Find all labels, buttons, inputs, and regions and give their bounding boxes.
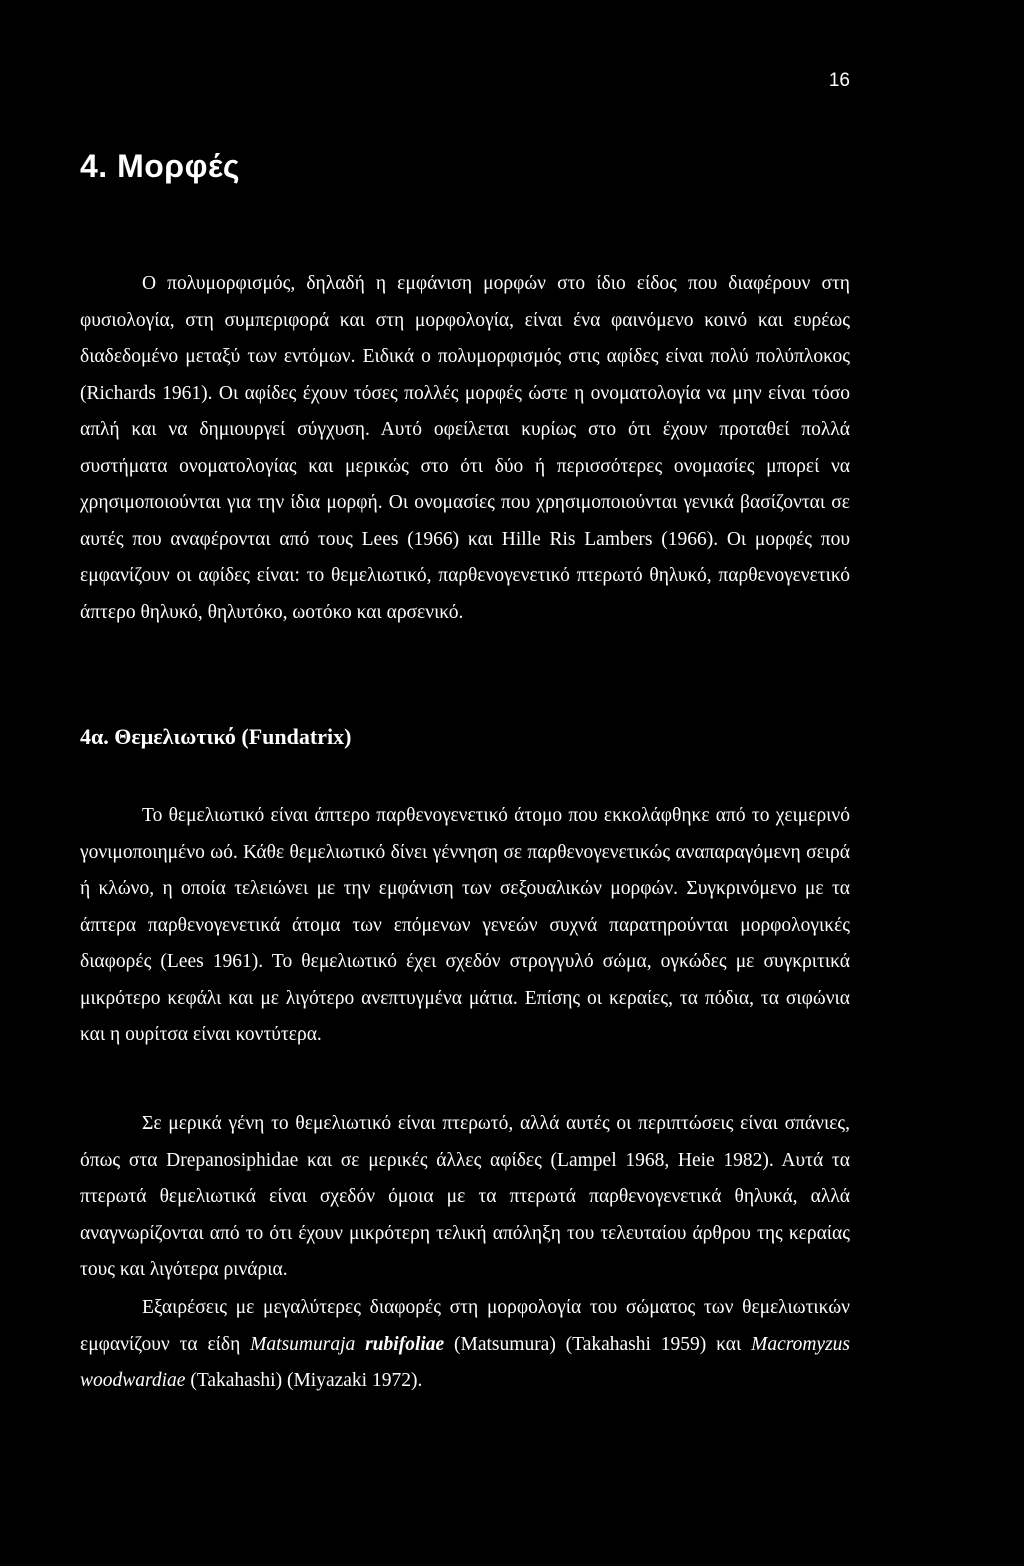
fundatrix-paragraph-1: Το θεμελιωτικό είναι άπτερο παρθενογενετικό άτομο που εκκολάφθηκε από το χειμερινό γονιμοποιημένο ωό. Κάθε θεμελιωτικό δίνει γέννηση σε παρθενογενετικώς αναπαραγόμενη σειρά ή κλώνο, η οποία τελειώνει με την εμφάνιση των σεξουαλικών μορφών. Συγκρινόμενο με τα άπτερα παρθενογενετικά άτομα των επόμενων γενεών συχνά παρατηρούνται μορφολογικές διαφορές (Lees 1961). Το θεμελιωτικό έχει σχεδόν στρογγυλό σώμα, ογκώδες με συγκριτικά μικρότερο κεφάλι και με λιγότερο ανεπτυγμένα μάτια. Επίσης οι κεραίες, τα πόδια, τα σιφώνια και η ουρίτσα είναι κοντύτερα. xyxy=(80,805,850,1045)
section-title-4a: 4α. Θεμελιωτικό (Fundatrix) xyxy=(80,724,352,749)
intro-paragraph: Ο πολυμορφισμός, δηλαδή η εμφάνιση μορφών στο ίδιο είδος που διαφέρουν στη φυσιολογία, στη συμπεριφορά και στη μορφολογία, είναι ένα φαινόμενο κοινό και ευρέως διαδεδομένο μεταξύ των εντόμων. Ειδικά ο πολυμορφισμός στις αφίδες είναι πολύ πολύπλοκος (Richards 1961). Οι αφίδες έχουν τόσες πολλές μορφές ώστε η ονοματολογία να μην είναι τόσο απλή και να δημιουργεί σύγχυση. Αυτό οφείλεται κυρίως στο ότι έχουν προταθεί πολλά συστήματα ονοματολογίας και μερικώς στο ότι δύο ή περισσότερες ονομασίες μπορεί να χρησιμοποιούνται για την ίδια μορφή. Οι ονομασίες που χρησιμοποιούνται γενικά βασίζονται σε αυτές που αναφέρονται από τους Lees (1966) και Hille Ris Lambers (1966). Οι μορφές που εμφανίζουν οι αφίδες είναι: το θεμελιωτικό, παρθενογενετικό πτερωτό θηλυκό, παρθενογενετικό άπτερο θηλυκό, θηλυτόκο, ωοτόκο και αρσενικό. xyxy=(80,273,850,623)
species-1-genus: Matsumuraja xyxy=(250,1333,356,1355)
species-2-name: Macromyzus woodwardiae xyxy=(80,1333,851,1391)
fundatrix-paragraph-2: Σε μερικά γένη το θεμελιωτικό είναι πτερωτό, αλλά αυτές οι περιπτώσεις είναι σπάνιες, όπως στα Drepanosiphidae και σε μερικές άλλες αφίδες (Lampel 1968, Heie 1982). Αυτά τα πτερωτά θεμελιωτικά είναι σχεδόν όμοια με τα πτερωτά παρθενογενετικά θηλυκά, αλλά αναγνωρίζονται από το ότι έχουν μικρότερη τελική απόληξη του τελευταίου άρθρου της κεραίας τους και λιγότερα ρινάρια. xyxy=(80,1113,850,1280)
page-number: 16 xyxy=(828,70,850,91)
fundatrix-paragraph-3 xyxy=(80,1290,850,1400)
species-1-epithet: rubifoliae xyxy=(365,1333,445,1355)
paragraph-3-text-1: Εξαιρέσεις με μεγαλύτερες διαφορές στη μορφολογία του σώματος των θεμελιωτικών εμφανίζουν τα είδη xyxy=(80,1297,850,1355)
paragraph-3-text-2: (Matsumura) (Takahashi 1959) και xyxy=(444,1333,752,1355)
chapter-title: 4. Μορφές xyxy=(80,148,241,184)
paragraph-3-text-3: (Takahashi) (Miyazaki 1972). xyxy=(185,1370,423,1391)
